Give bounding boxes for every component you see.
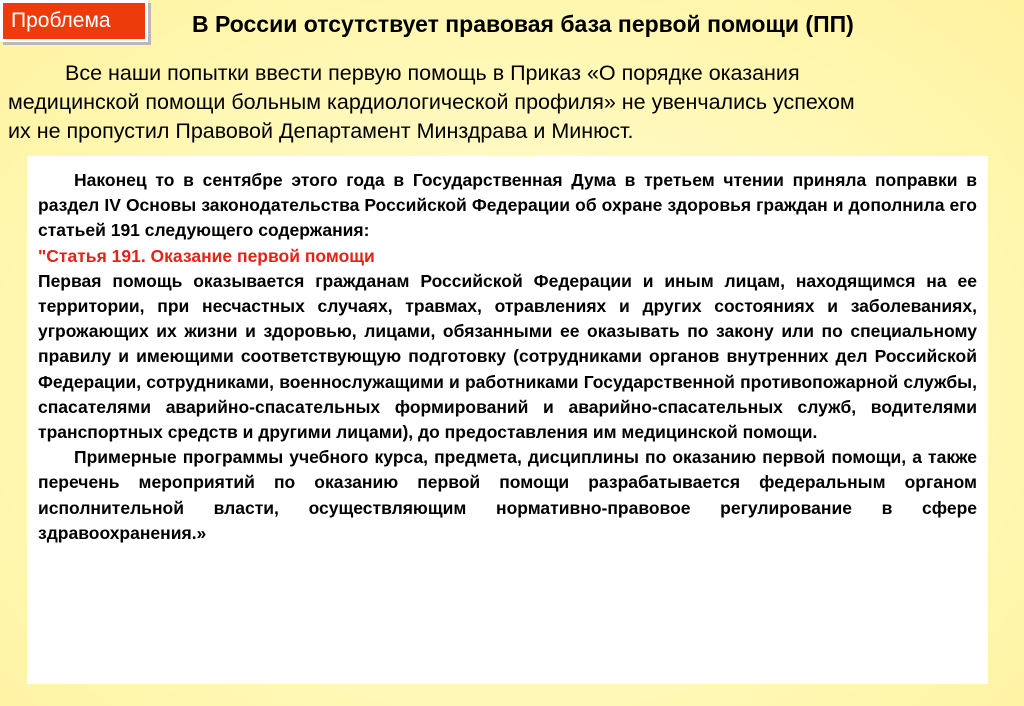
article-title: "Статья 191. Оказание первой помощи	[38, 245, 375, 266]
problem-badge: Проблема	[0, 0, 148, 42]
intro-line-3: их не пропустил Правовой Департамент Минздрава и Минюст.	[8, 119, 634, 143]
article-paragraph-2: Примерные программы учебного курса, предмета, дисциплины по оказанию первой помощи, а также перечень мероприятий по оказанию первой помощи разрабатывается федеральным органом исполнительной власти, осуществляющим нормативно-правовое регулирование в сфере здравоохранения.»	[38, 447, 977, 543]
law-text-box	[27, 156, 988, 684]
law-intro-paragraph: Наконец то в сентябре этого года в Государственная Дума в третьем чтении приняла поправки в раздел IV Основы законодательства Российской Федерации об охране здоровья граждан и дополнила его статьей 191 следующего содержания:	[38, 170, 977, 241]
slide-title: В России отсутствует правовая база первой помощи (ПП)	[192, 11, 854, 37]
intro-line-2: медицинской помощи больным кардиологической профиля» не увенчались успехом	[8, 90, 855, 114]
intro-line-1: Все наши попытки ввести первую помощь в Приказ «О порядке оказания	[65, 61, 800, 85]
article-paragraph-1: Первая помощь оказывается гражданам Российской Федерации и иным лицам, находящимся на ее территории, при несчастных случаях, травмах, отравлениях и других состояниях и заболеваниях, угрожающих их жизни и здоровью, лицами, обязанными ее оказывать по закону или по специальному правилу и имеющими соответствующую подготовку (сотрудниками органов внутренних дел Российской Федерации, сотрудниками, военнослужащими и работниками Государственной противопожарной службы, спасателями аварийно-спасательных формирований и аварийно-спасательных служб, водителями транспортных средств и другими лицами), до предоставления им медицинской помощи.	[38, 270, 977, 443]
intro-paragraph	[8, 59, 1016, 146]
